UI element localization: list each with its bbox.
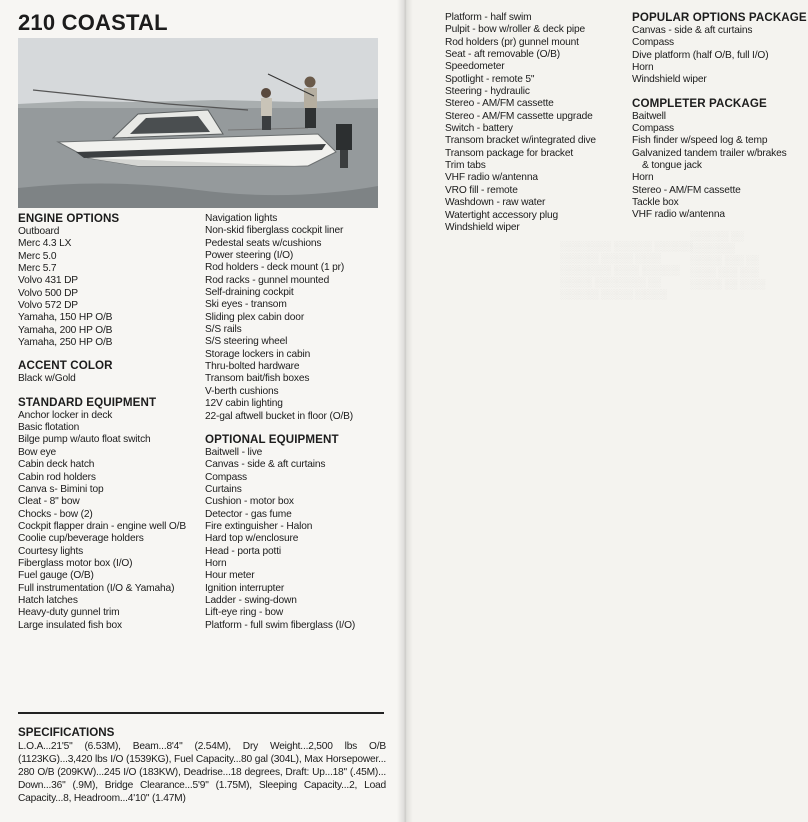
optional-equipment-list	[205, 447, 355, 632]
list-item: Coolie cup/beverage holders	[18, 533, 144, 545]
list-item: Galvanized tandem trailer w/brakes	[632, 147, 787, 159]
specifications-text: L.O.A...21'5" (6.53M), Beam...8'4" (2.54M), Dry Weight...2,500 lbs O/B (1123KG)...3,420 lbs I/O (1539KG), Fuel Capacity...80 gal (304L), Max Horsepower... 280 O/B (209KW)...245 I/O (183KW), Deadrise...18 degrees, Draft: Up...18" (.45M)... Down...36" (.9M), Bridge Clearance...5'9" (1.75M), Sleeping Capacity...2, Load Capacity...8, Headroom...4'10" (1.47M)	[18, 741, 386, 804]
list-item: Sliding plex cabin door	[205, 311, 305, 323]
standard-equipment-list	[18, 410, 186, 632]
list-item: Outboard	[18, 226, 60, 237]
list-item: Power steering (I/O)	[205, 250, 294, 262]
list-item: Canvas - side & aft curtains	[632, 25, 753, 36]
list-item: Bilge pump w/auto float switch	[18, 434, 151, 446]
list-item: Detector - gas fume	[205, 508, 292, 520]
list-item: Merc 5.7	[18, 263, 57, 275]
list-item: Large insulated fish box	[18, 619, 123, 631]
list-item: Curtains	[205, 483, 242, 495]
list-item: Rod holders (pr) gunnel mount	[445, 36, 579, 48]
list-item: Watertight accessory plug	[445, 209, 559, 221]
boat-photo	[18, 38, 378, 208]
list-item: Transom package for bracket	[445, 147, 574, 159]
list-item: Speedometer	[445, 61, 505, 73]
list-item: Platform - full swim fiberglass (I/O)	[205, 619, 356, 631]
list-item: Stereo - AM/FM cassette	[445, 98, 554, 110]
list-item: Dive platform (half O/B, full I/O)	[632, 49, 769, 61]
list-item: Fish finder w/speed log & temp	[632, 135, 768, 147]
list-item: Pulpit - bow w/roller & deck pipe	[445, 24, 586, 36]
list-item: Heavy-duty gunnel trim	[18, 607, 120, 619]
list-item: Washdown - raw water	[445, 197, 546, 209]
list-item: Navigation lights	[205, 213, 278, 224]
list-item: Chocks - bow (2)	[18, 508, 93, 520]
list-item: 22-gal aftwell bucket in floor (O/B)	[205, 410, 354, 422]
list-item: S/S rails	[205, 324, 242, 336]
list-item: Hard top w/enclosure	[205, 533, 299, 545]
list-item: Compass	[632, 123, 674, 135]
list-item: Ladder - swing-down	[205, 594, 297, 606]
list-item: Volvo 572 DP	[18, 300, 78, 312]
list-item: Volvo 500 DP	[18, 287, 78, 299]
optional-equipment-heading: OPTIONAL EQUIPMENT	[205, 432, 339, 446]
engine-options-list	[18, 226, 186, 349]
list-item: Cabin deck hatch	[18, 459, 95, 471]
list-item: Hour meter	[205, 570, 255, 582]
list-item: Head - porta potti	[205, 545, 282, 557]
standard-equipment-heading: STANDARD EQUIPMENT	[18, 395, 157, 409]
list-item: Pedestal seats w/cushions	[205, 237, 322, 249]
list-item: Hatch latches	[18, 594, 78, 606]
completer-package-list	[632, 111, 807, 222]
boat-illustration	[18, 38, 378, 208]
list-item: Windshield wiper	[632, 74, 707, 86]
list-item: Transom bracket w/integrated dive	[445, 135, 596, 147]
list-item: Merc 5.0	[18, 250, 57, 262]
list-item: Steering - hydraulic	[445, 86, 530, 98]
list-item: Bow eye	[18, 446, 57, 458]
list-item: Cockpit flapper drain - engine well O/B	[18, 520, 186, 532]
list-item: V-berth cushions	[205, 385, 279, 397]
page-title: 210 COASTAL	[18, 10, 168, 35]
popular-options-package-list	[632, 25, 807, 87]
list-item: Rod holders - deck mount (1 pr)	[205, 262, 345, 274]
page-gutter	[397, 0, 413, 822]
completer-package-heading: COMPLETER PACKAGE	[632, 96, 767, 110]
list-item: Compass	[632, 37, 674, 49]
list-item: Storage lockers in cabin	[205, 348, 311, 360]
list-item: Horn	[632, 62, 654, 74]
list-item: Courtesy lights	[18, 545, 84, 557]
list-item: Switch - battery	[445, 123, 513, 135]
list-item: Fire extinguisher - Halon	[205, 520, 313, 532]
list-item: Full instrumentation (I/O & Yamaha)	[18, 582, 175, 594]
list-item: 12V cabin lighting	[205, 398, 283, 410]
list-item: Rod racks - gunnel mounted	[205, 274, 330, 286]
list-item: Merc 4.3 LX	[18, 238, 72, 250]
list-item: Black w/Gold	[18, 373, 76, 385]
list-item: Yamaha, 150 HP O/B	[18, 312, 113, 324]
list-item: VRO fill - remote	[445, 184, 518, 196]
accent-color-heading: ACCENT COLOR	[18, 359, 113, 373]
list-item: Canva s- Bimini top	[18, 483, 104, 495]
popular-options-package-heading: POPULAR OPTIONS PACKAGE	[632, 11, 807, 24]
list-item: Stereo - AM/FM cassette upgrade	[445, 110, 593, 122]
engine-options-heading: ENGINE OPTIONS	[18, 212, 120, 225]
list-item: VHF radio w/antenna	[445, 172, 538, 184]
packages-column	[632, 11, 807, 222]
list-item: Horn	[205, 557, 227, 569]
list-item: Yamaha, 200 HP O/B	[18, 324, 113, 336]
list-item: Non-skid fiberglass cockpit liner	[205, 225, 344, 237]
list-item: Cleat - 8" bow	[18, 496, 80, 508]
list-item-continued: & tongue jack	[642, 160, 702, 172]
list-item: Windshield wiper	[445, 221, 520, 233]
section-divider	[18, 712, 384, 714]
optional-equipment-column-continued	[445, 12, 596, 234]
list-item: Anchor locker in deck	[18, 409, 113, 421]
show-through-text: ░░░░░░░░ ░░░░░░ ░░░░░░ ░░░░░░ ░░░░░ ░░░░ ░░░░░░░░ ░░░░ ░░░░░░ ░░░░░ ░░░░░░░░ ░░ ░░░░░░ ░░░░░ ░░░░░	[560, 241, 693, 299]
list-item: Platform - half swim	[445, 12, 532, 23]
list-item: Fiberglass motor box (I/O)	[18, 557, 133, 569]
left-column	[18, 212, 186, 632]
list-item: Thru-bolted hardware	[205, 361, 300, 373]
list-item: VHF radio w/antenna	[632, 209, 725, 221]
list-item: Tackle box	[632, 197, 679, 209]
list-item: S/S steering wheel	[205, 336, 288, 348]
list-item: Fuel gauge (O/B)	[18, 570, 94, 582]
list-item: Self-draining cockpit	[205, 287, 294, 299]
list-item: Transom bait/fish boxes	[205, 373, 310, 385]
list-item: Horn	[632, 172, 654, 184]
list-item: Trim tabs	[445, 160, 486, 172]
list-item: Canvas - side & aft curtains	[205, 459, 326, 471]
list-item: Compass	[205, 471, 247, 483]
standard-equipment-list-continued	[205, 213, 355, 423]
list-item: Lift-eye ring - bow	[205, 607, 284, 619]
list-item: Seat - aft removable (O/B)	[445, 49, 560, 61]
list-item: Cushion - motor box	[205, 496, 294, 508]
list-item: Stereo - AM/FM cassette	[632, 184, 741, 196]
list-item: Spotlight - remote 5"	[445, 73, 535, 85]
show-through-text: ░░░░░░ ░░ ░░░░░░░ ░░░░░ ░░░ ░░ ░░░░ ░░░ ░░░ ░░░░░ ░░ ░░░░	[690, 231, 766, 289]
list-item: Ski eyes - transom	[205, 299, 287, 311]
specifications-heading: SPECIFICATIONS	[18, 726, 115, 739]
list-item: Volvo 431 DP	[18, 275, 78, 287]
list-item: Ignition interrupter	[205, 582, 285, 594]
list-item: Basic flotation	[18, 422, 80, 434]
list-item: Baitwell	[632, 110, 666, 122]
middle-column	[205, 213, 355, 632]
list-item: Cabin rod holders	[18, 471, 96, 483]
list-item: Baitwell - live	[205, 446, 263, 458]
list-item: Yamaha, 250 HP O/B	[18, 337, 113, 349]
